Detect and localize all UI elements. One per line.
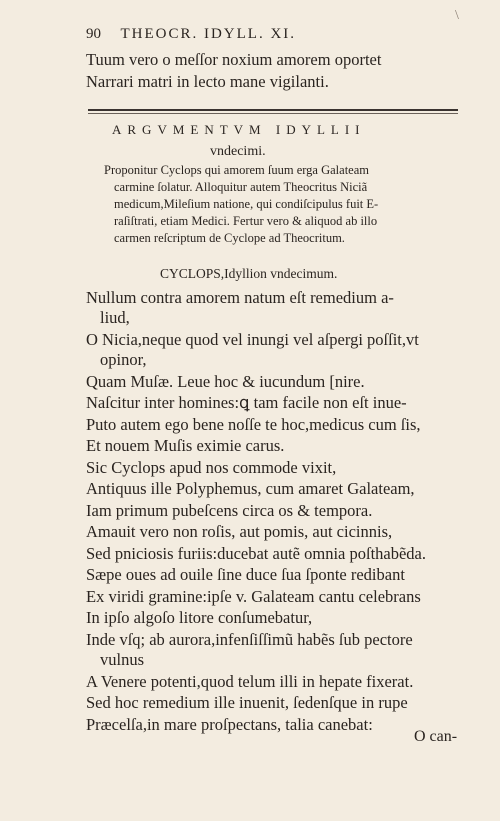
running-title: THEOCR. IDYLL. XI. [120,26,297,42]
verse-line: Quam Muſæ. Leue hoc & iucundum [nire. [86,372,365,391]
argument-line: carmine ſolatur. Alloquitur autem Theocritus Niciã [114,180,368,194]
verse-line: Naſcitur inter homines:ꝗ tam facile non eſt inue- [86,393,407,412]
verse-line: Antiquus ille Polyphemus, cum amaret Galateam, [86,479,415,498]
argument-heading: ARGVMENTVM IDYLLII [112,122,366,137]
verse-line: In ipſo algoſo litore conſumebatur, [86,608,313,627]
verse-line: Amauit vero non roſis, aut pomis, aut cicinnis, [86,522,393,541]
verse-line: Sed pniciosis furiis:ducebat autẽ omnia poſthabẽda. [86,544,426,563]
verse-line: Sed hoc remedium ille inuenit, ſedenſque in rupe [86,693,408,712]
page-header [86,26,296,43]
verse-line: Sic Cyclops apud nos commode vixit, [86,458,337,477]
verse-line: Iam primum pubeſcens circa os & tempora. [86,501,373,520]
catchword: O can- [414,728,458,745]
page-corner-mark: \ [455,8,459,23]
section-rule-thin [88,113,458,114]
verse-line: Puto autem ego bene noſſe te hoc,medicus cum ſis, [86,415,421,434]
argument-subheading: vndecimi. [210,144,266,159]
argument-line: Proponitur Cyclops qui amorem ſuum erga Galateam [104,163,369,177]
verse-line: Nullum contra amorem natum eſt remedium a- [86,288,394,307]
verse-line: opinor, [100,350,147,369]
verse-line: Præcelſa,in mare proſpectans, talia canebat: [86,715,373,734]
argument-line: carmen reſcriptum de Cyclope ad Theocritum. [114,231,345,245]
verse-line: Inde vſq; ab aurora,infenſiſſimũ habẽs ſub pectore [86,630,413,649]
verse-line: liud, [100,308,130,327]
verse-line: Narrari matri in lecto mane vigilanti. [86,72,329,91]
section-rule [88,109,458,111]
verse-line: vulnus [100,650,145,669]
verse-line: O Nicia,neque quod vel inungi vel aſpergi poſſit,vt [86,330,419,349]
verse-line: Et nouem Muſis eximie carus. [86,436,285,455]
page-number: 90 [86,26,101,42]
verse-line: Tuum vero o meſſor noxium amorem oportet [86,50,382,69]
argument-line: medicum,Mileſium natione, qui condiſcipulus fuit E- [114,197,379,211]
verse-line: Sæpe oues ad ouile ſine duce ſua ſponte redibant [86,565,405,584]
verse-line: Ex viridi gramine:ipſe v. Galateam cantu celebrans [86,587,421,606]
argument-line: raſiſtrati, etiam Medici. Fertur vero & aliquod ab illo [114,214,378,228]
verse-line: A Venere potenti,quod telum illi in hepate fixerat. [86,672,414,691]
poem-title: CYCLOPS,Idyllion vndecimum. [160,266,338,281]
